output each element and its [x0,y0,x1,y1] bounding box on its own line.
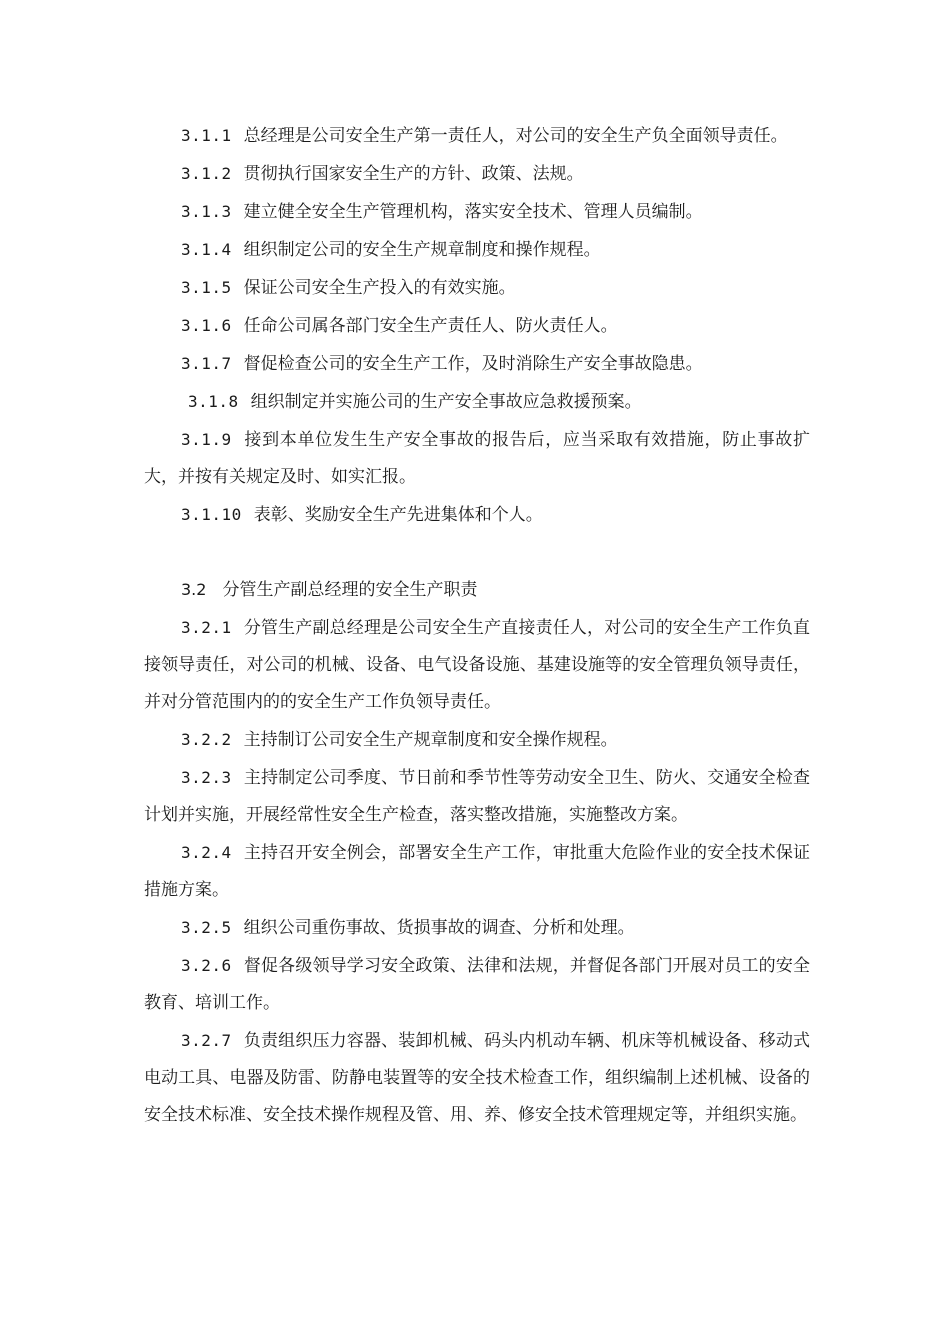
clause-3-1-2 [144,155,810,193]
clause-number: 3.2.3 [181,768,232,787]
clause-text: 主持制订公司安全生产规章制度和安全操作规程。 [243,730,618,750]
clause-text: 督促检查公司的安全生产工作，及时消除生产安全事故隐患。 [243,354,703,374]
clause-text: 组织公司重伤事故、货损事故的调查、分析和处理。 [243,918,635,938]
clause-number: 3.1.5 [181,278,232,297]
section-spacer [144,534,810,571]
clause-number: 3.1.8 [188,392,239,411]
clause-number: 3.2.6 [181,956,232,975]
clause-text: 总经理是公司安全生产第一责任人，对公司的安全生产负全面领导责任。 [243,126,788,146]
clause-3-2-1 [144,609,810,721]
clause-number: 3.1.10 [181,505,242,524]
clause-number: 3.2.1 [181,618,232,637]
clause-text: 负责组织压力容器、装卸机械、码头内机动车辆、机床等机械设备、移动式电动工具、电器及防雷、防静电装置等的安全技术检查工作，组织编制上述机械、设备的安全技术标准、安全技术操作规程及管、用、养、修安全技术管理规定等，并组织实施。 [144,1031,810,1125]
clause-text: 表彰、奖励安全生产先进集体和个人。 [253,505,543,525]
section-heading-3-2 [144,571,810,609]
clause-3-1-4 [144,231,810,269]
clause-number: 3.1.7 [181,354,232,373]
clause-number: 3.1.9 [181,430,232,449]
section-title: 分管生产副总经理的安全生产职责 [222,580,478,600]
clause-text: 组织制定并实施公司的生产安全事故应急救援预案。 [250,392,642,412]
clause-number: 3.1.3 [181,202,232,221]
clause-3-2-4 [144,834,810,909]
clause-text: 分管生产副总经理是公司安全生产直接责任人，对公司的安全生产工作负直接领导责任，对公司的机械、设备、电气设备设施、基建设施等的安全管理负领导责任，并对分管范围内的的安全生产工作负领导责任。 [144,618,810,712]
clause-number: 3.2.7 [181,1031,232,1050]
clause-number: 3.1.4 [181,240,232,259]
clause-3-1-6 [144,307,810,345]
clause-3-1-5 [144,269,810,307]
clause-3-1-7 [144,345,810,383]
clause-text: 组织制定公司的安全生产规章制度和操作规程。 [243,240,601,260]
clause-3-2-5 [144,909,810,947]
clause-text: 任命公司属各部门安全生产责任人、防火责任人。 [243,316,618,336]
clause-3-2-2 [144,721,810,759]
clause-3-2-7 [144,1022,810,1134]
clause-text: 贯彻执行国家安全生产的方针、政策、法规。 [243,164,584,184]
clause-number: 3.2.5 [181,918,232,937]
clause-3-1-10 [144,496,810,534]
clause-text: 主持召开安全例会，部署安全生产工作，审批重大危险作业的安全技术保证措施方案。 [144,843,810,900]
clause-text: 主持制定公司季度、节日前和季节性等劳动安全卫生、防火、交通安全检查计划并实施，开展经常性安全生产检查，落实整改措施，实施整改方案。 [144,768,810,825]
clause-number: 3.2.2 [181,730,232,749]
clause-number: 3.1.2 [181,164,232,183]
clause-3-2-3 [144,759,810,834]
clause-number: 3.2.4 [181,843,232,862]
clause-3-2-6 [144,947,810,1022]
clause-text: 督促各级领导学习安全政策、法律和法规，并督促各部门开展对员工的安全教育、培训工作。 [144,956,810,1013]
clause-3-1-3 [144,193,810,231]
clause-number: 3.1.6 [181,316,232,335]
clause-number: 3.1.1 [181,126,232,145]
clause-text: 接到本单位发生生产安全事故的报告后，应当采取有效措施，防止事故扩大，并按有关规定及时、如实汇报。 [144,430,810,487]
clause-text: 建立健全安全生产管理机构，落实安全技术、管理人员编制。 [243,202,703,222]
section-number: 3.2 [181,580,207,599]
clause-3-1-9 [144,421,810,496]
clause-3-1-1 [144,117,810,155]
document-body [144,117,810,1134]
clause-3-1-8 [144,383,810,421]
clause-text: 保证公司安全生产投入的有效实施。 [243,278,516,298]
